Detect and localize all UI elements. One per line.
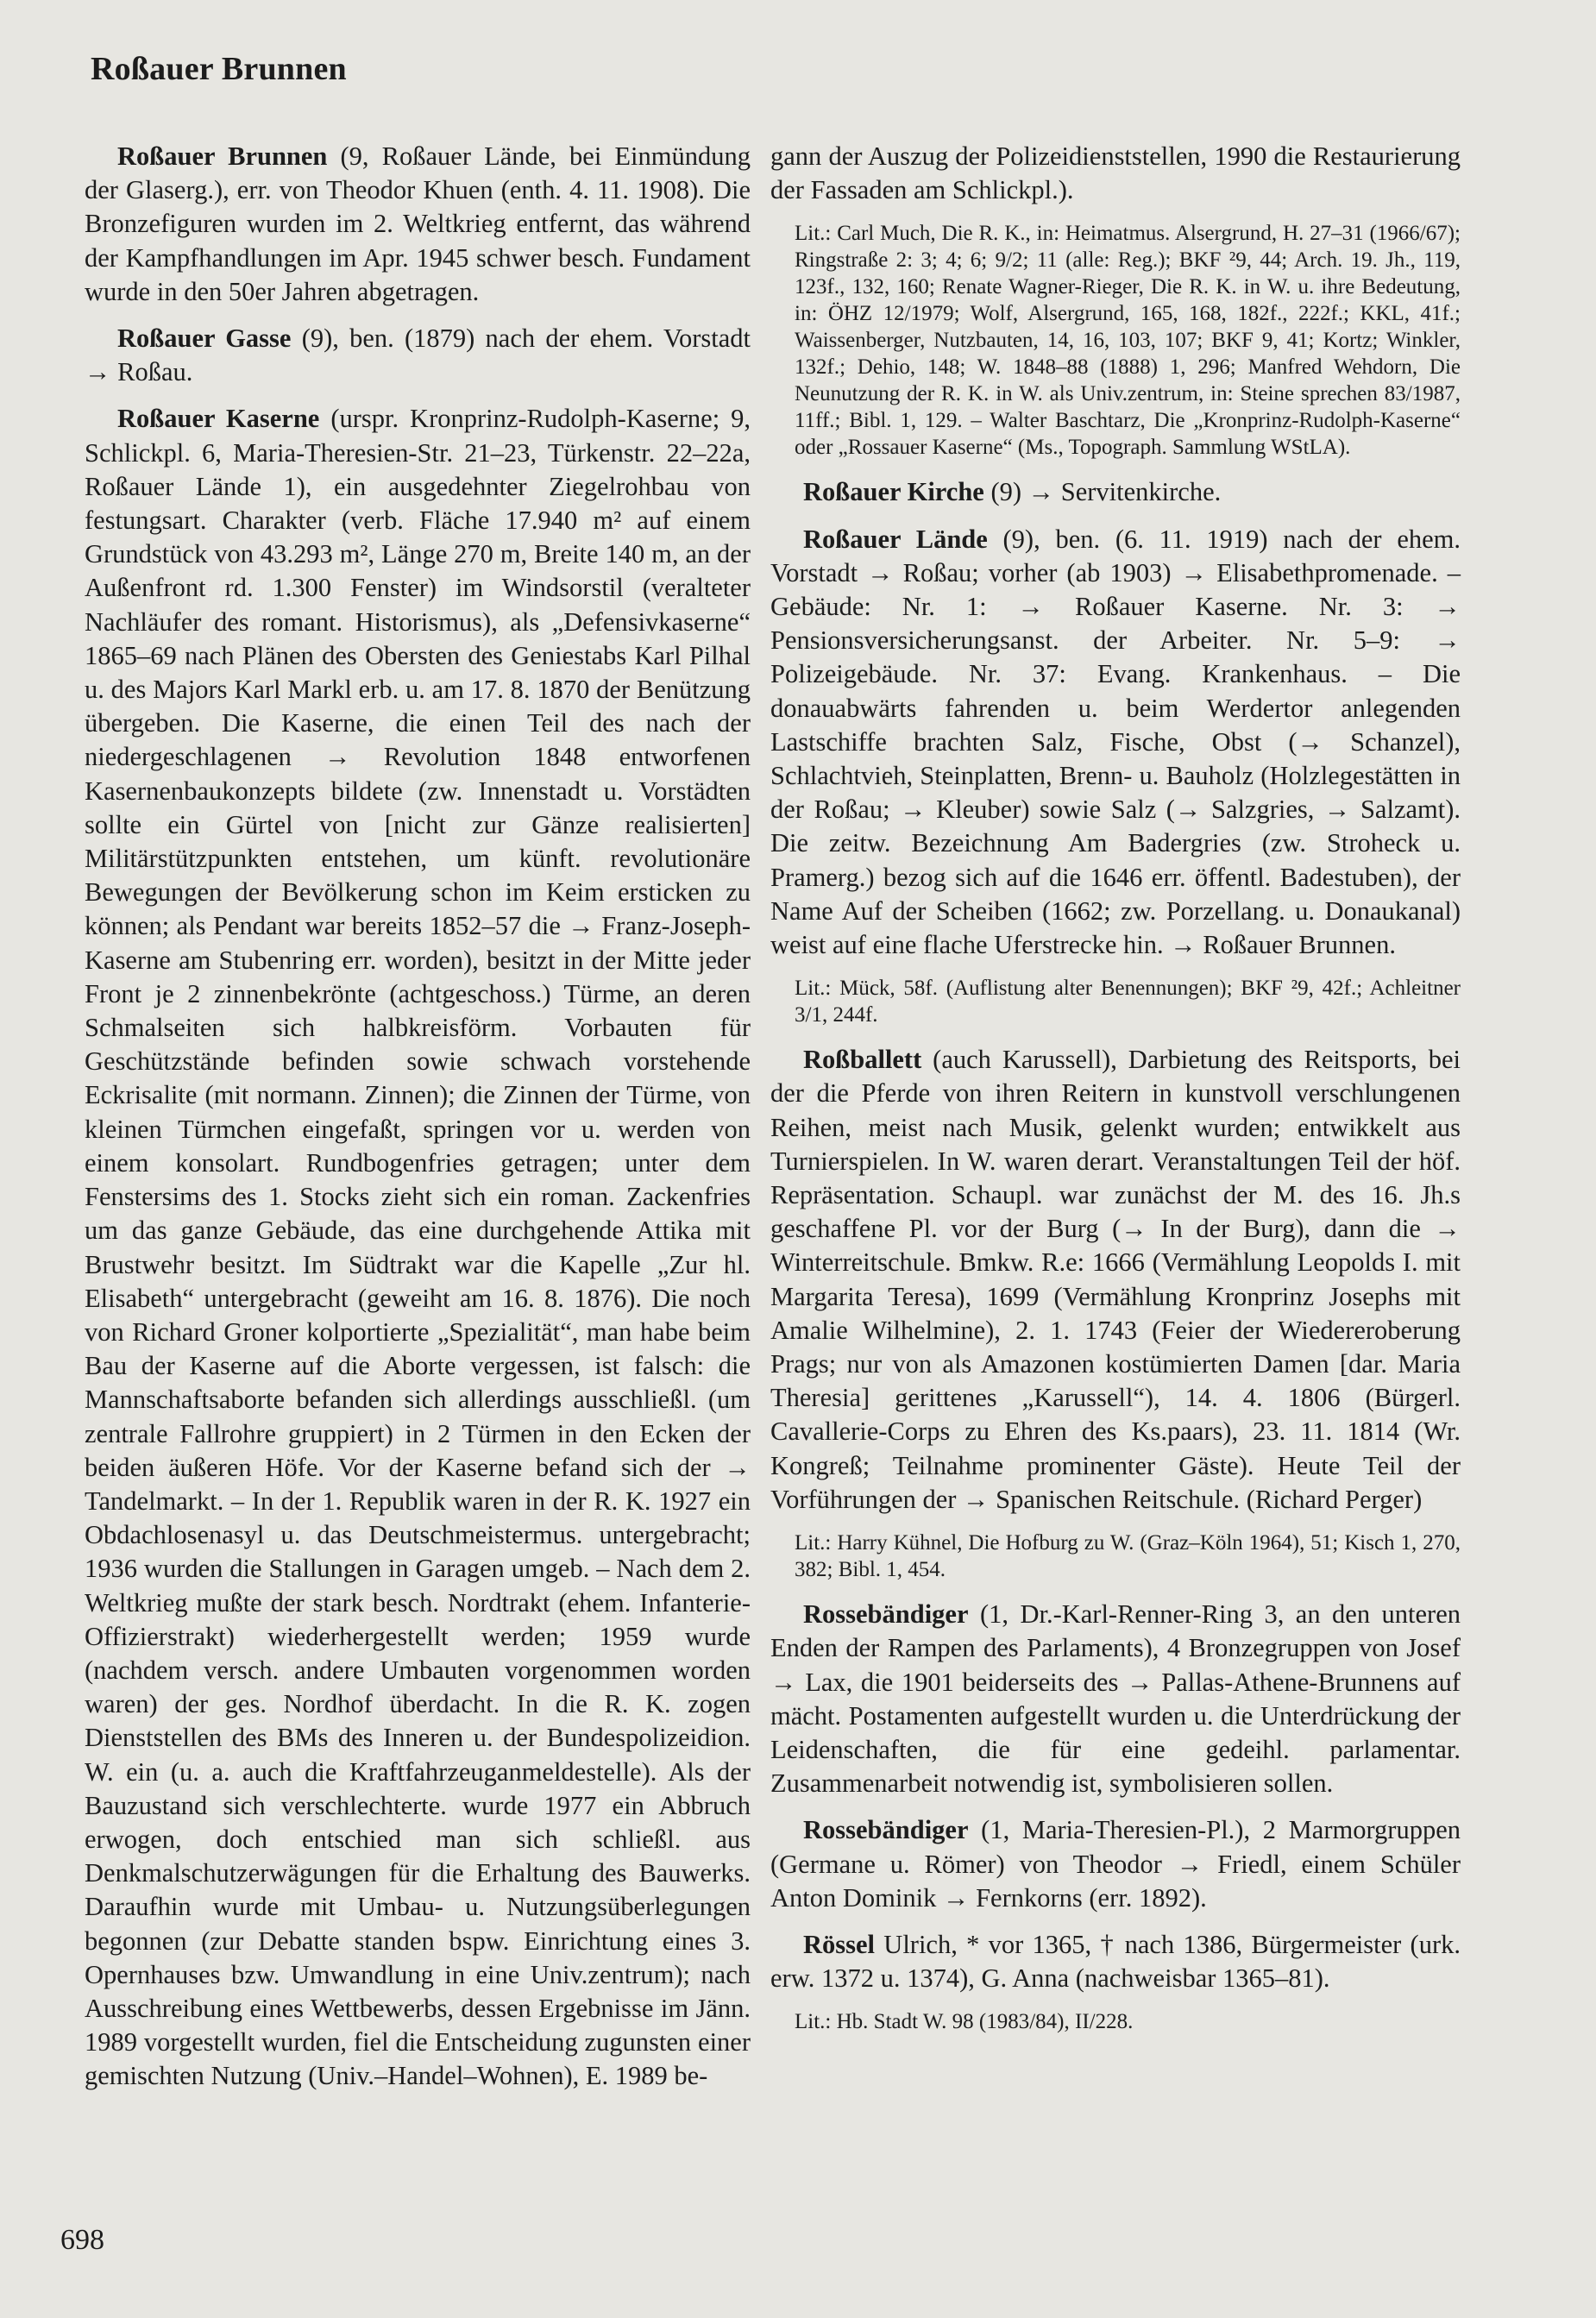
entry-text: (urspr. Kronprinz-Rudolph-Kaserne; 9, Schlickpl. 6, Maria-Theresien-Str. 21–23, Türkenstr. 22–22a, Roßauer Lände 1), ein ausgedehnter Ziegelrohbau von festungsart. Charakter (verb. Fläche 17.940 m² auf einem Grundstück von 43.293 m², Länge 270 m, Breite 140 m, an der Außenfront rd. 1.300 Fenster) im Windsorstil (veralteter Nachläufer des romant. Historismus), als „Defensivkaserne“ 1865–69 nach Plänen des Obersten des Geniestabs Karl Pilhal u. des Majors Karl Markl erb. u. am 17. 8. 1870 der Benützung übergeben. Die Kaserne, die einen Teil des nach der niedergeschlagenen → Revolution 1848 entworfenen Kasernenbaukonzepts bildete (zw. Innenstadt u. Vorstädten sollte ein Gürtel von [nicht zur Gänze realisierten] Militärstützpunkten entstehen, um künft. revolutionäre Bewegungen der Bevölkerung schon im Keim ersticken zu können; als Pendant war bereits 1852–57 die → Franz-Joseph-Kaserne am Stubenring err. worden), besitzt in der Mitte jeder Front je 2 zinnenbekrönte (achtgeschoss.) Türme, an deren Schmalseiten sich halbkreisförm. Vorbauten für Geschützstände befinden sowie schwach vorstehende Eckrisalite (mit normann. Zinnen); die Zinnen der Türme, von kleinen Türmchen eingefaßt, springen vor u. werden von einem konsolart. Rundbogenfries getragen; unter dem Fenstersims des 1. Stocks zieht sich ein roman. Zackenfries um das ganze Gebäude, das eine durchgehende Attika mit Brustwehr besitzt. Im Südtrakt war die Kapelle „Zur hl. Elisabeth“ untergebracht (geweiht am 16. 8. 1876). Die noch von Richard Groner kolportierte „Spezialität“, man habe beim Bau der Kaserne auf die Aborte vergessen, ist falsch: die Mannschaftsaborte befanden sich allerdings ausschließl. (um zentrale Fallrohre gruppiert) in 2 Türmen in den Ecken der beiden äußeren Höfe. Vor der Kaserne befand sich der → Tandelmarkt. – In der 1. Republik waren in der R. K. 1927 ein Obdachlosenasyl u. das Deutschmeistermus. untergebracht; 1936 wurden die Stallungen in Garagen umgeb. – Nach dem 2. Weltkrieg mußte der stark besch. Nordtrakt (ehem. Infanterie-Offizierstrakt) wiederhergestellt werden; 1959 wurde (nachdem versch. andere Umbauten vorgenommen worden waren) der ges. Nordhof überdacht. In die R. K. zogen Dienststellen des BMs des Inneren u. der Bundespolizeidion. W. ein (u. a. auch die Kraftfahrzeuganmeldestelle). Als der Bauzustand sich verschlechterte. wurde 1977 ein Abbruch erwogen, doch entschied man sich schließl. aus Denkmalschutzerwägungen für die Erhaltung des Bauwerks. Daraufhin wurde mit Umbau- u. Nutzungsüberlegungen begonnen (zur Debatte standen bspw. Einrichtung eines 3. Opernhauses bzw. Umwandlung in eine Univ.zentrum); nach Ausschreibung eines Wettbewerbs, dessen Ergebnisse im Jänn. 1989 vorgestellt wurden, fiel die Entscheidung zugunsten einer gemischten Nutzung (Univ.–Handel–Wohnen), E. 1989 be- — [85, 404, 751, 2091]
entry-headword: Rossebändiger — [803, 1599, 969, 1630]
literature-note: Lit.: Carl Much, Die R. K., in: Heimatmus. Alsergrund, H. 27–31 (1966/67); Ringstraße 2: 3; 4; 6; 9/2; 11 (alle: Reg.); BKF ²9, 44; Arch. 19. Jh., 119, 123f., 132, 160; Renate Wagner-Rieger, Die R. K. in W. u. ihre Bedeutung, in: ÖHZ 12/1979; Wolf, Alsergrund, 165, 168, 182f., 222f.; KKL, 41f.; Waissenberger, Nutzbauten, 14, 16, 103, 107; BKF 9, 41; Kortz; Winkler, 132f.; Dehio, 148; W. 1848–88 (1888) 1, 296; Manfred Wehdorn, Die Neunutzung der R. K. in W. als Univ.zentrum, in: Steine sprechen 83/1987, 11ff.; Bibl. 1, 129. – Walter Baschtarz, Die „Kronprinz-Rudolph-Kaserne“ oder „Rossauer Kaserne“ (Ms., Topograph. Sammlung WStLA). — [795, 222, 1461, 460]
entry-rossauer-kaserne — [85, 402, 751, 2093]
entry-rossebaendiger-platz — [770, 1813, 1461, 1915]
running-head: Roßauer Brunnen — [91, 51, 347, 87]
literature-note: Lit.: Harry Kühnel, Die Hofburg zu W. (Graz–Köln 1964), 51; Kisch 1, 270, 382; Bibl. 1, 454. — [795, 1531, 1461, 1582]
entry-rossauer-gasse — [85, 322, 751, 389]
entry-continuation: gann der Auszug der Polizeidienststellen, 1990 die Restaurierung der Fassaden am Schlickpl.). — [770, 141, 1461, 205]
entry-text: (9, Roßauer Lände, bei Einmündung der Glaserg.), err. von Theodor Khuen (enth. 4. 11. 1908). Die Bronzefiguren wurden im 2. Weltkrieg entfernt, das während der Kampfhandlungen im Apr. 1945 schwer besch. Fundament wurde in den 50er Jahren abgetragen. — [85, 141, 751, 306]
entry-headword: Rössel — [803, 1929, 876, 1959]
entry-rossebaendiger-ring — [770, 1598, 1461, 1800]
entry-text: (9) → Servitenkirche. — [983, 477, 1222, 507]
entry-text: Ulrich, * vor 1365, † nach 1386, Bürgermeister (urk. erw. 1372 u. 1374), G. Anna (nachweisbar 1365–81). — [770, 1929, 1461, 1994]
left-column — [85, 140, 751, 2107]
entry-text: (1, Maria-Theresien-Pl.), 2 Marmorgruppen (Germane u. Römer) von Theodor → Friedl, einem Schüler Anton Dominik → Fernkorns (err. 1892). — [770, 1815, 1461, 1913]
entry-roessel — [770, 1928, 1461, 1995]
entry-text: (auch Karussell), Darbietung des Reitsports, bei der die Pferde von ihren Reitern in kunstvoll verschlungenen Reihen, meist nach Musik, gelenkt wurden; entwikkelt aus Turnierspielen. In W. waren derart. Veranstaltungen Teil der höf. Repräsentation. Schaupl. war zunächst der M. des 16. Jh.s geschaffene Pl. vor der Burg (→ In der Burg), dann die → Winterreitschule. Bmkw. R.e: 1666 (Vermählung Leopolds I. mit Margarita Teresa), 1699 (Vermählung Kronprinz Josephs mit Amalie Wilhelmine), 2. 1. 1743 (Feier der Wiedereroberung Prags; nur von als Amazonen kostümierten Damen [dar. Maria Theresia] gerittenes „Karussell“), 14. 4. 1806 (Bürgerl. Cavallerie-Corps zu Ehren des Ks.paars), 23. 11. 1814 (Wr. Kongreß; Teilnahme prominenter Gäste). Heute Teil der Vorführungen der → Spanischen Reitschule. (Richard Perger) — [770, 1045, 1461, 1514]
entry-rossauer-laende — [770, 523, 1461, 963]
entry-headword: Rossebändiger — [803, 1815, 969, 1845]
entry-text: (1, Dr.-Karl-Renner-Ring 3, an den unteren Enden der Rampen des Parlaments), 4 Bronzegruppen von Josef → Lax, die 1901 beiderseits des → Pallas-Athene-Brunnens auf mächt. Postamenten aufgestellt wurden u. die Unterdrückung der Leidenschaften, die für eine gedeihl. parlamentar. Zusammenarbeit notwendig ist, symbolisieren sollen. — [770, 1599, 1461, 1799]
entry-headword: Roßauer Kirche — [803, 477, 984, 507]
entry-headword: Roßauer Kaserne — [117, 404, 320, 434]
entry-rossauer-brunnen — [85, 140, 751, 309]
entry-headword: Roßauer Lände — [803, 524, 988, 554]
literature-note: Lit.: Mück, 58f. (Auflistung alter Benennungen); BKF ²9, 42f.; Achleitner 3/1, 244f. — [795, 977, 1461, 1027]
page-number: 698 — [60, 2224, 104, 2256]
entry-headword: Roßauer Gasse — [117, 324, 292, 354]
entry-rossauer-kirche — [770, 475, 1461, 509]
entry-headword: Roßauer Brunnen — [117, 141, 328, 171]
entry-rossballett — [770, 1043, 1461, 1517]
right-column — [770, 140, 1461, 2050]
entry-text: (9), ben. (6. 11. 1919) nach der ehem. Vorstadt → Roßau; vorher (ab 1903) → Elisabethpromenade. – Gebäude: Nr. 1: → Roßauer Kaserne. Nr. 3: → Pensionsversicherungsanst. der Arbeiter. Nr. 5–9: → Polizeigebäude. Nr. 37: Evang. Krankenhaus. – Die donauabwärts fahrenden u. beim Werdertor anlegenden Lastschiffe brachten Salz, Fische, Obst (→ Schanzel), Schlachtvieh, Steinplatten, Brenn- u. Bauholz (Holzlegestätten in der Roßau; → Kleuber) sowie Salz (→ Salzgries, → Salzamt). Die zeitw. Bezeichnung Am Badergries (zw. Stroheck u. Pramerg.) bezog sich auf die 1646 err. öffentl. Badestuben), der Name Auf der Scheiben (1662; zw. Porzellang. u. Donaukanal) weist auf eine flache Uferstrecke hin. → Roßauer Brunnen. — [770, 524, 1461, 960]
entry-headword: Roßballett — [803, 1045, 922, 1075]
entry-text: (9), ben. (1879) nach der ehem. Vorstadt → Roßau. — [85, 324, 751, 387]
literature-note: Lit.: Hb. Stadt W. 98 (1983/84), II/228. — [795, 2010, 1134, 2034]
